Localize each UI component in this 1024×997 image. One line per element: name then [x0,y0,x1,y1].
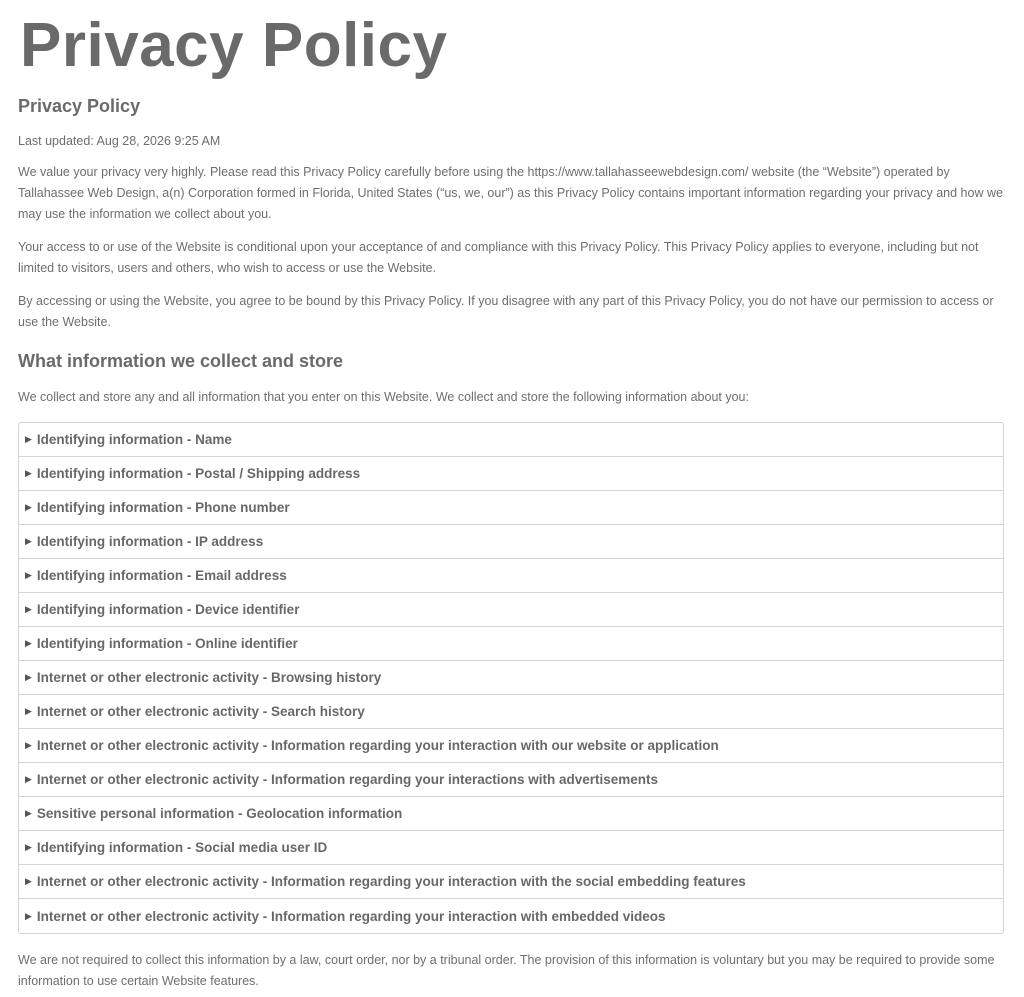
last-updated-text: Last updated: Aug 28, 2026 9:25 AM [18,134,221,148]
expand-arrow-icon: ▶ [25,604,32,614]
access-paragraph: Your access to or use of the Website is conditional upon your acceptance of and compliance with this Privacy Policy. This Privacy Policy applies to everyone, including but not limited to visitors, users and others, who wish to access or use the Website. [18,240,979,275]
page-title: Privacy Policy [20,11,448,80]
expand-arrow-icon: ▶ [25,570,32,580]
expand-arrow-icon: ▶ [25,842,32,852]
accordion-item[interactable] [19,729,1003,763]
accordion-item-label: Internet or other electronic activity - Browsing history [36,670,382,685]
accordion-item-label: Internet or other electronic activity - Information regarding your interactions with advertisements [36,772,659,787]
expand-arrow-icon: ▶ [25,876,32,886]
policy-subtitle: Privacy Policy [18,96,141,116]
collected-info-accordion [18,422,1004,934]
expand-arrow-icon: ▶ [25,502,32,512]
accordion-item-label: Identifying information - Name [36,432,232,447]
accordion-item[interactable] [19,797,1003,831]
accordion-item[interactable] [19,627,1003,661]
accordion-item[interactable] [19,593,1003,627]
accordion-item[interactable] [19,423,1003,457]
accordion-item-label: Identifying information - Phone number [36,500,290,515]
expand-arrow-icon: ▶ [25,536,32,546]
collect-section-heading: What information we collect and store [18,351,344,371]
accordion-item-label: Identifying information - Social media user ID [36,840,328,855]
expand-arrow-icon: ▶ [25,468,32,478]
accordion-item-label: Identifying information - Device identifier [36,602,300,617]
accordion-item[interactable] [19,899,1003,933]
accordion-item[interactable] [19,525,1003,559]
accordion-item-label: Identifying information - Postal / Shipping address [36,466,361,481]
collect-intro-paragraph: We collect and store any and all information that you enter on this Website. We collect and store the following information about you: [18,390,749,404]
collect-footer-paragraph: We are not required to collect this information by a law, court order, nor by a tribunal order. The provision of this information is voluntary but you may be required to provide some information to use certain Website features. [18,953,995,988]
accordion-item[interactable] [19,661,1003,695]
expand-arrow-icon: ▶ [25,808,32,818]
accordion-item[interactable] [19,457,1003,491]
accordion-item-label: Identifying information - Online identifier [36,636,298,651]
accordion-item-label: Internet or other electronic activity - Information regarding your interaction with the social embedding features [36,874,746,889]
expand-arrow-icon: ▶ [25,638,32,648]
accordion-item[interactable] [19,491,1003,525]
accordion-item-label: Internet or other electronic activity - Information regarding your interaction with our website or application [36,738,719,753]
expand-arrow-icon: ▶ [25,740,32,750]
accordion-item-label: Sensitive personal information - Geolocation information [36,806,403,821]
accordion-item-label: Internet or other electronic activity - Search history [36,704,365,719]
accordion-item[interactable] [19,831,1003,865]
accordion-item[interactable] [19,559,1003,593]
expand-arrow-icon: ▶ [25,434,32,444]
accordion-item-label: Identifying information - Email address [36,568,287,583]
accordion-item[interactable] [19,763,1003,797]
expand-arrow-icon: ▶ [25,672,32,682]
expand-arrow-icon: ▶ [25,706,32,716]
expand-arrow-icon: ▶ [25,774,32,784]
accordion-item[interactable] [19,865,1003,899]
privacy-policy-page [0,8,1024,992]
accordion-item[interactable] [19,695,1003,729]
intro-paragraph: We value your privacy very highly. Please read this Privacy Policy carefully before using the https://www.tallahasseewebdesign.com/ website (the “Website”) operated by Tallahassee Web Design, a(n) Corporation formed in Florida, United States (“us, we, our”) as this Privacy Policy contains important information regarding your privacy and how we may use the information we collect about you. [18,165,1003,221]
accordion-item-label: Internet or other electronic activity - Information regarding your interaction with embedded videos [36,908,666,924]
expand-arrow-icon: ▶ [25,910,32,921]
agreement-paragraph: By accessing or using the Website, you agree to be bound by this Privacy Policy. If you disagree with any part of this Privacy Policy, you do not have our permission to access or use the Website. [18,294,994,329]
accordion-item-label: Identifying information - IP address [36,534,264,549]
